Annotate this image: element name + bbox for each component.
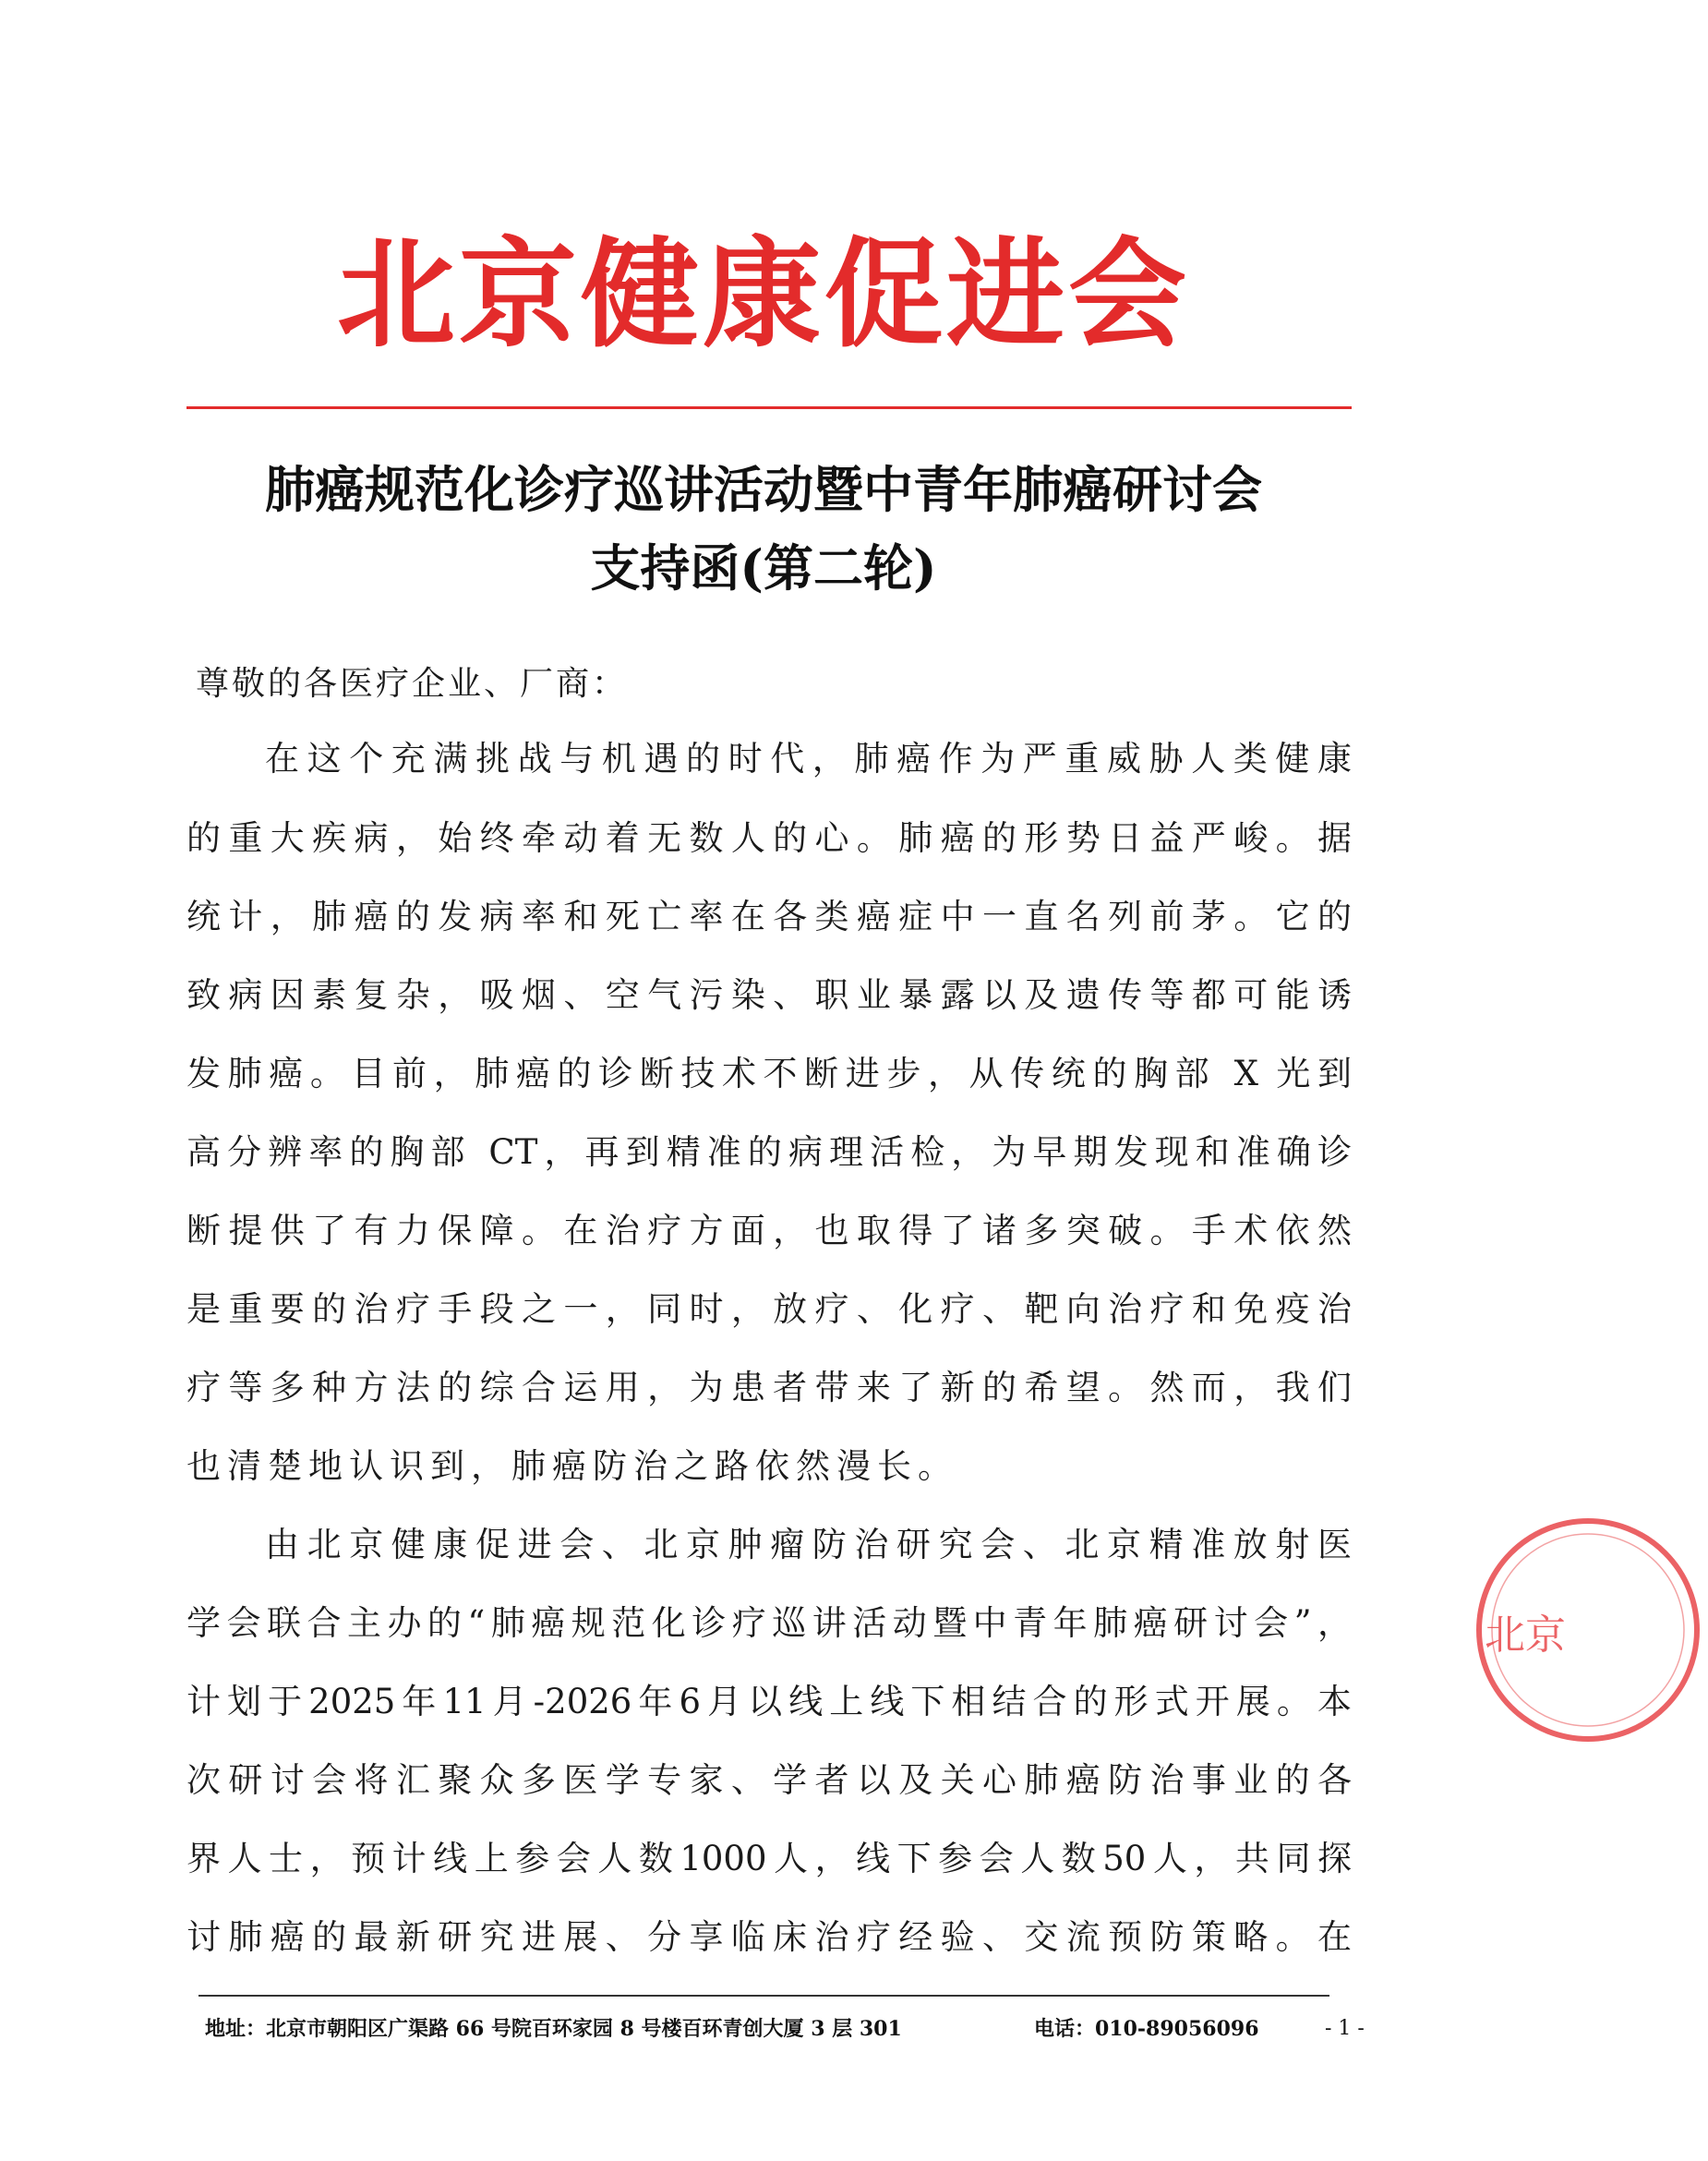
paragraph-1-line-10: 也清楚地认识到，肺癌防治之路依然漫长。 <box>186 1446 958 1486</box>
footer-rule <box>198 1995 1329 1997</box>
letterhead-red-rule <box>186 406 1352 409</box>
footer-phone: 电话：010-89056096 <box>1034 2017 1259 2041</box>
seal-text: 北京 <box>1485 1612 1566 1659</box>
paragraph-1-line-9: 疗等多种方法的综合运用，为患者带来了新的希望。然而，我们 <box>186 1368 1352 1407</box>
paragraph-1-line-5: 发肺癌。目前，肺癌的诊断技术不断进步，从传统的胸部 X 光到 <box>186 1054 1352 1093</box>
paragraph-1-line-1: 在这个充满挑战与机遇的时代，肺癌作为严重威胁人类健康 <box>265 739 1352 779</box>
paragraph-1-line-7: 断提供了有力保障。在治疗方面，也取得了诸多突破。手术依然 <box>186 1211 1352 1250</box>
document-title-line-1: 肺癌规范化诊疗巡讲活动暨中青年肺癌研讨会 <box>265 460 1262 519</box>
official-seal-stamp <box>1468 1510 1708 1750</box>
paragraph-1-line-2: 的重大疾病，始终牵动着无数人的心。肺癌的形势日益严峻。据 <box>186 818 1352 858</box>
paragraph-1-line-6: 高分辨率的胸部 CT，再到精准的病理活检，为早期发现和准确诊 <box>186 1132 1352 1172</box>
paragraph-2-line-5: 界人士，预计线上参会人数1000人，线下参会人数50人，共同探 <box>186 1839 1352 1878</box>
document-title-line-2: 支持函(第二轮) <box>590 538 937 598</box>
page-number: - 1 - <box>1325 2017 1365 2040</box>
salutation: 尊敬的各医疗企业、厂商： <box>196 665 629 703</box>
letterhead-org-name: 北京健康促进会 <box>336 225 1190 364</box>
paragraph-2-line-4: 次研讨会将汇聚众多医学专家、学者以及关心肺癌防治事业的各 <box>186 1760 1352 1800</box>
paragraph-1-line-3: 统计，肺癌的发病率和死亡率在各类癌症中一直名列前茅。它的 <box>186 897 1352 936</box>
paragraph-1-line-8: 是重要的治疗手段之一，同时，放疗、化疗、靶向治疗和免疫治 <box>186 1289 1352 1329</box>
paragraph-1-line-4: 致病因素复杂，吸烟、空气污染、职业暴露以及遗传等都可能诱 <box>186 975 1352 1015</box>
footer-address: 地址：北京市朝阳区广渠路 66 号院百环家园 8 号楼百环青创大厦 3 层 301 <box>205 2017 902 2041</box>
paragraph-2-line-2: 学会联合主办的“肺癌规范化诊疗巡讲活动暨中青年肺癌研讨会”， <box>186 1603 1352 1643</box>
paragraph-2-line-3: 计划于2025年11月-2026年6月以线上线下相结合的形式开展。本 <box>186 1682 1352 1721</box>
paragraph-2-line-6: 讨肺癌的最新研究进展、分享临床治疗经验、交流预防策略。在 <box>186 1917 1352 1957</box>
paragraph-2-line-1: 由北京健康促进会、北京肿瘤防治研究会、北京精准放射医 <box>265 1525 1352 1564</box>
